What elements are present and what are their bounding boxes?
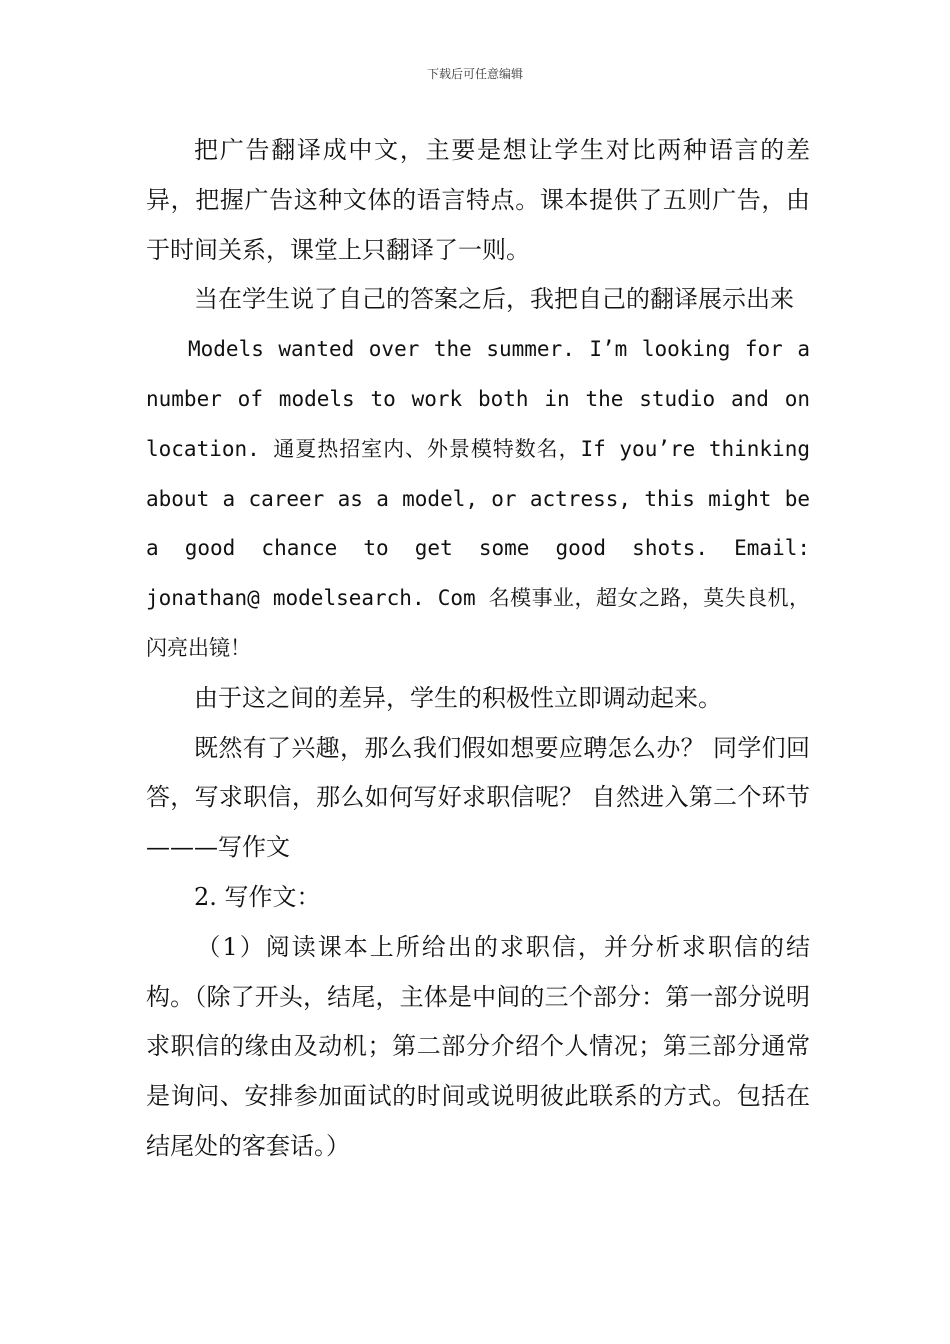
document-body [146, 126, 810, 1172]
paragraph-show-translation: 当在学生说了自己的答案之后，我把自己的翻译展示出来 [194, 285, 794, 314]
section-heading-writing: 2. 写作文： [194, 882, 321, 911]
paragraph-ad-example: Models wanted over the summer. I’m looking for a number of models to work both in the studio and on location. 通夏热招室内、外景模特数名，If you’re thinking about a career as a model, or actress, this might be a good chance to get some good shots. Email: jonathan@ modelsearch. Com 名模事业，超女之路，莫失良机，闪亮出镜！ [146, 337, 810, 660]
paragraph-ad-translation-purpose: 把广告翻译成中文，主要是想让学生对比两种语言的差异，把握广告这种文体的语言特点。课本提供了五则广告，由于时间关系，课堂上只翻译了一则。 [146, 136, 810, 264]
page-header: 下载后可任意编辑 [426, 67, 523, 81]
paragraph-transition-writing: 既然有了兴趣，那么我们假如想要应聘怎么办？ 同学们回答，写求职信，那么如何写好求职信呢？ 自然进入第二个环节———写作文 [146, 733, 810, 862]
paragraph-student-motivation: 由于这之间的差异，学生的积极性立即调动起来。 [194, 683, 722, 712]
paragraph-letter-structure: （1）阅读课本上所给出的求职信，并分析求职信的结构。（除了开头，结尾，主体是中间的三个部分：第一部分说明求职信的缘由及动机；第二部分介绍个人情况；第三部分通常是询问、安排参加面试的时间或说明彼此联系的方式。包括在结尾处的客套话。） [146, 932, 810, 1160]
